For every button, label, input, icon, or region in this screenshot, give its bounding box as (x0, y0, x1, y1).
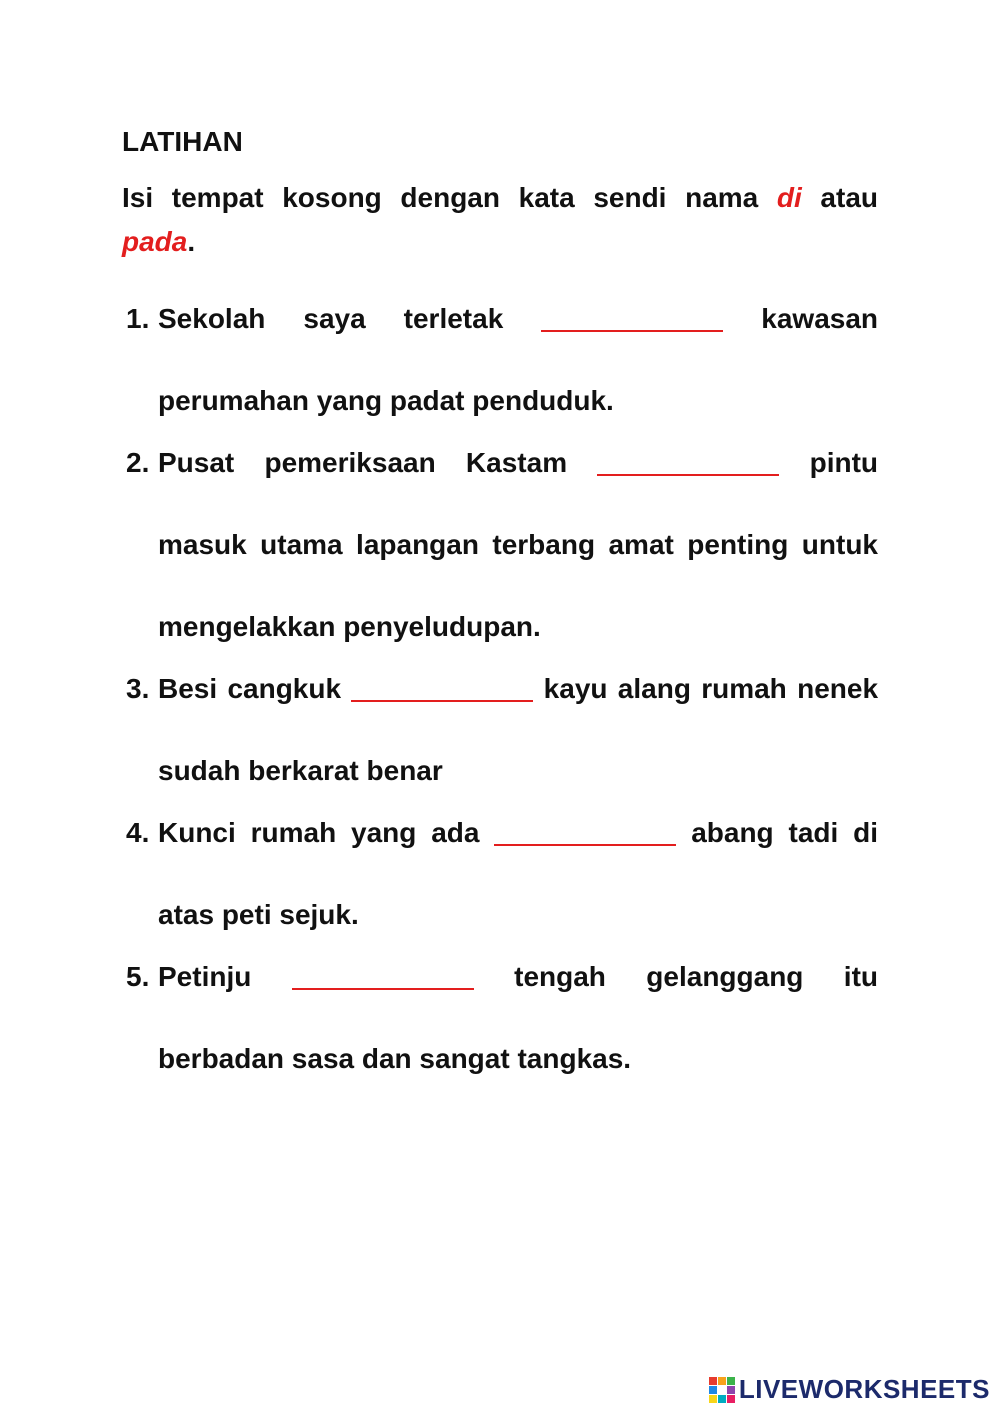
question-text-after: pintu masuk utama lapangan terbang amat penting untuk mengelakkan penyeludupan. (158, 447, 879, 642)
question-item (122, 792, 878, 956)
question-item (122, 422, 878, 668)
answer-blank[interactable] (597, 444, 779, 476)
logo-cell (718, 1386, 726, 1394)
instruction-text-middle: atau (801, 182, 878, 213)
logo-cell (727, 1377, 735, 1385)
question-text-after: tengah gelanggang itu berbadan sasa dan sangat tangkas. (158, 961, 878, 1074)
logo-cell (727, 1395, 735, 1403)
logo-cell (718, 1395, 726, 1403)
keyword-di: di (776, 182, 802, 213)
question-number: 4. (126, 817, 150, 848)
question-text-after: abang tadi di atas peti sejuk. (158, 817, 879, 930)
question-number: 2. (126, 447, 150, 478)
logo-cell (718, 1377, 726, 1385)
logo-cell (709, 1386, 717, 1394)
question-text-after: kayu alang rumah nenek sudah berkarat benar (158, 673, 879, 786)
question-text-before: Sekolah saya terletak (158, 303, 504, 334)
logo-cell (709, 1377, 717, 1385)
question-text-before: Kunci rumah yang ada (158, 817, 480, 848)
page-title: LATIHAN (122, 126, 243, 157)
instruction (122, 176, 878, 264)
liveworksheets-logo-icon (709, 1377, 735, 1403)
logo-cell (727, 1386, 735, 1394)
liveworksheets-footer (709, 1374, 990, 1405)
answer-blank[interactable] (292, 958, 474, 990)
keyword-pada: pada (122, 226, 188, 257)
answer-blank[interactable] (351, 670, 533, 702)
question-text-before: Pusat pemeriksaan Kastam (158, 447, 568, 478)
question-item (122, 278, 878, 442)
worksheet (122, 122, 878, 1100)
answer-blank[interactable] (494, 814, 676, 846)
answer-blank[interactable] (541, 300, 723, 332)
question-item (122, 936, 878, 1100)
instruction-end: . (187, 226, 196, 257)
question-text-before: Petinju (158, 961, 252, 992)
question-number: 1. (126, 303, 150, 334)
question-number: 3. (126, 673, 150, 704)
brand-name: LIVEWORKSHEETS (738, 1374, 990, 1404)
question-number: 5. (126, 961, 150, 992)
question-text-after: kawasan perumahan yang padat penduduk. (158, 303, 879, 416)
question-list (122, 278, 878, 1100)
question-item (122, 648, 878, 812)
instruction-text: Isi tempat kosong dengan kata sendi nama (122, 182, 777, 213)
logo-cell (709, 1395, 717, 1403)
question-text-before: Besi cangkuk (158, 673, 342, 704)
